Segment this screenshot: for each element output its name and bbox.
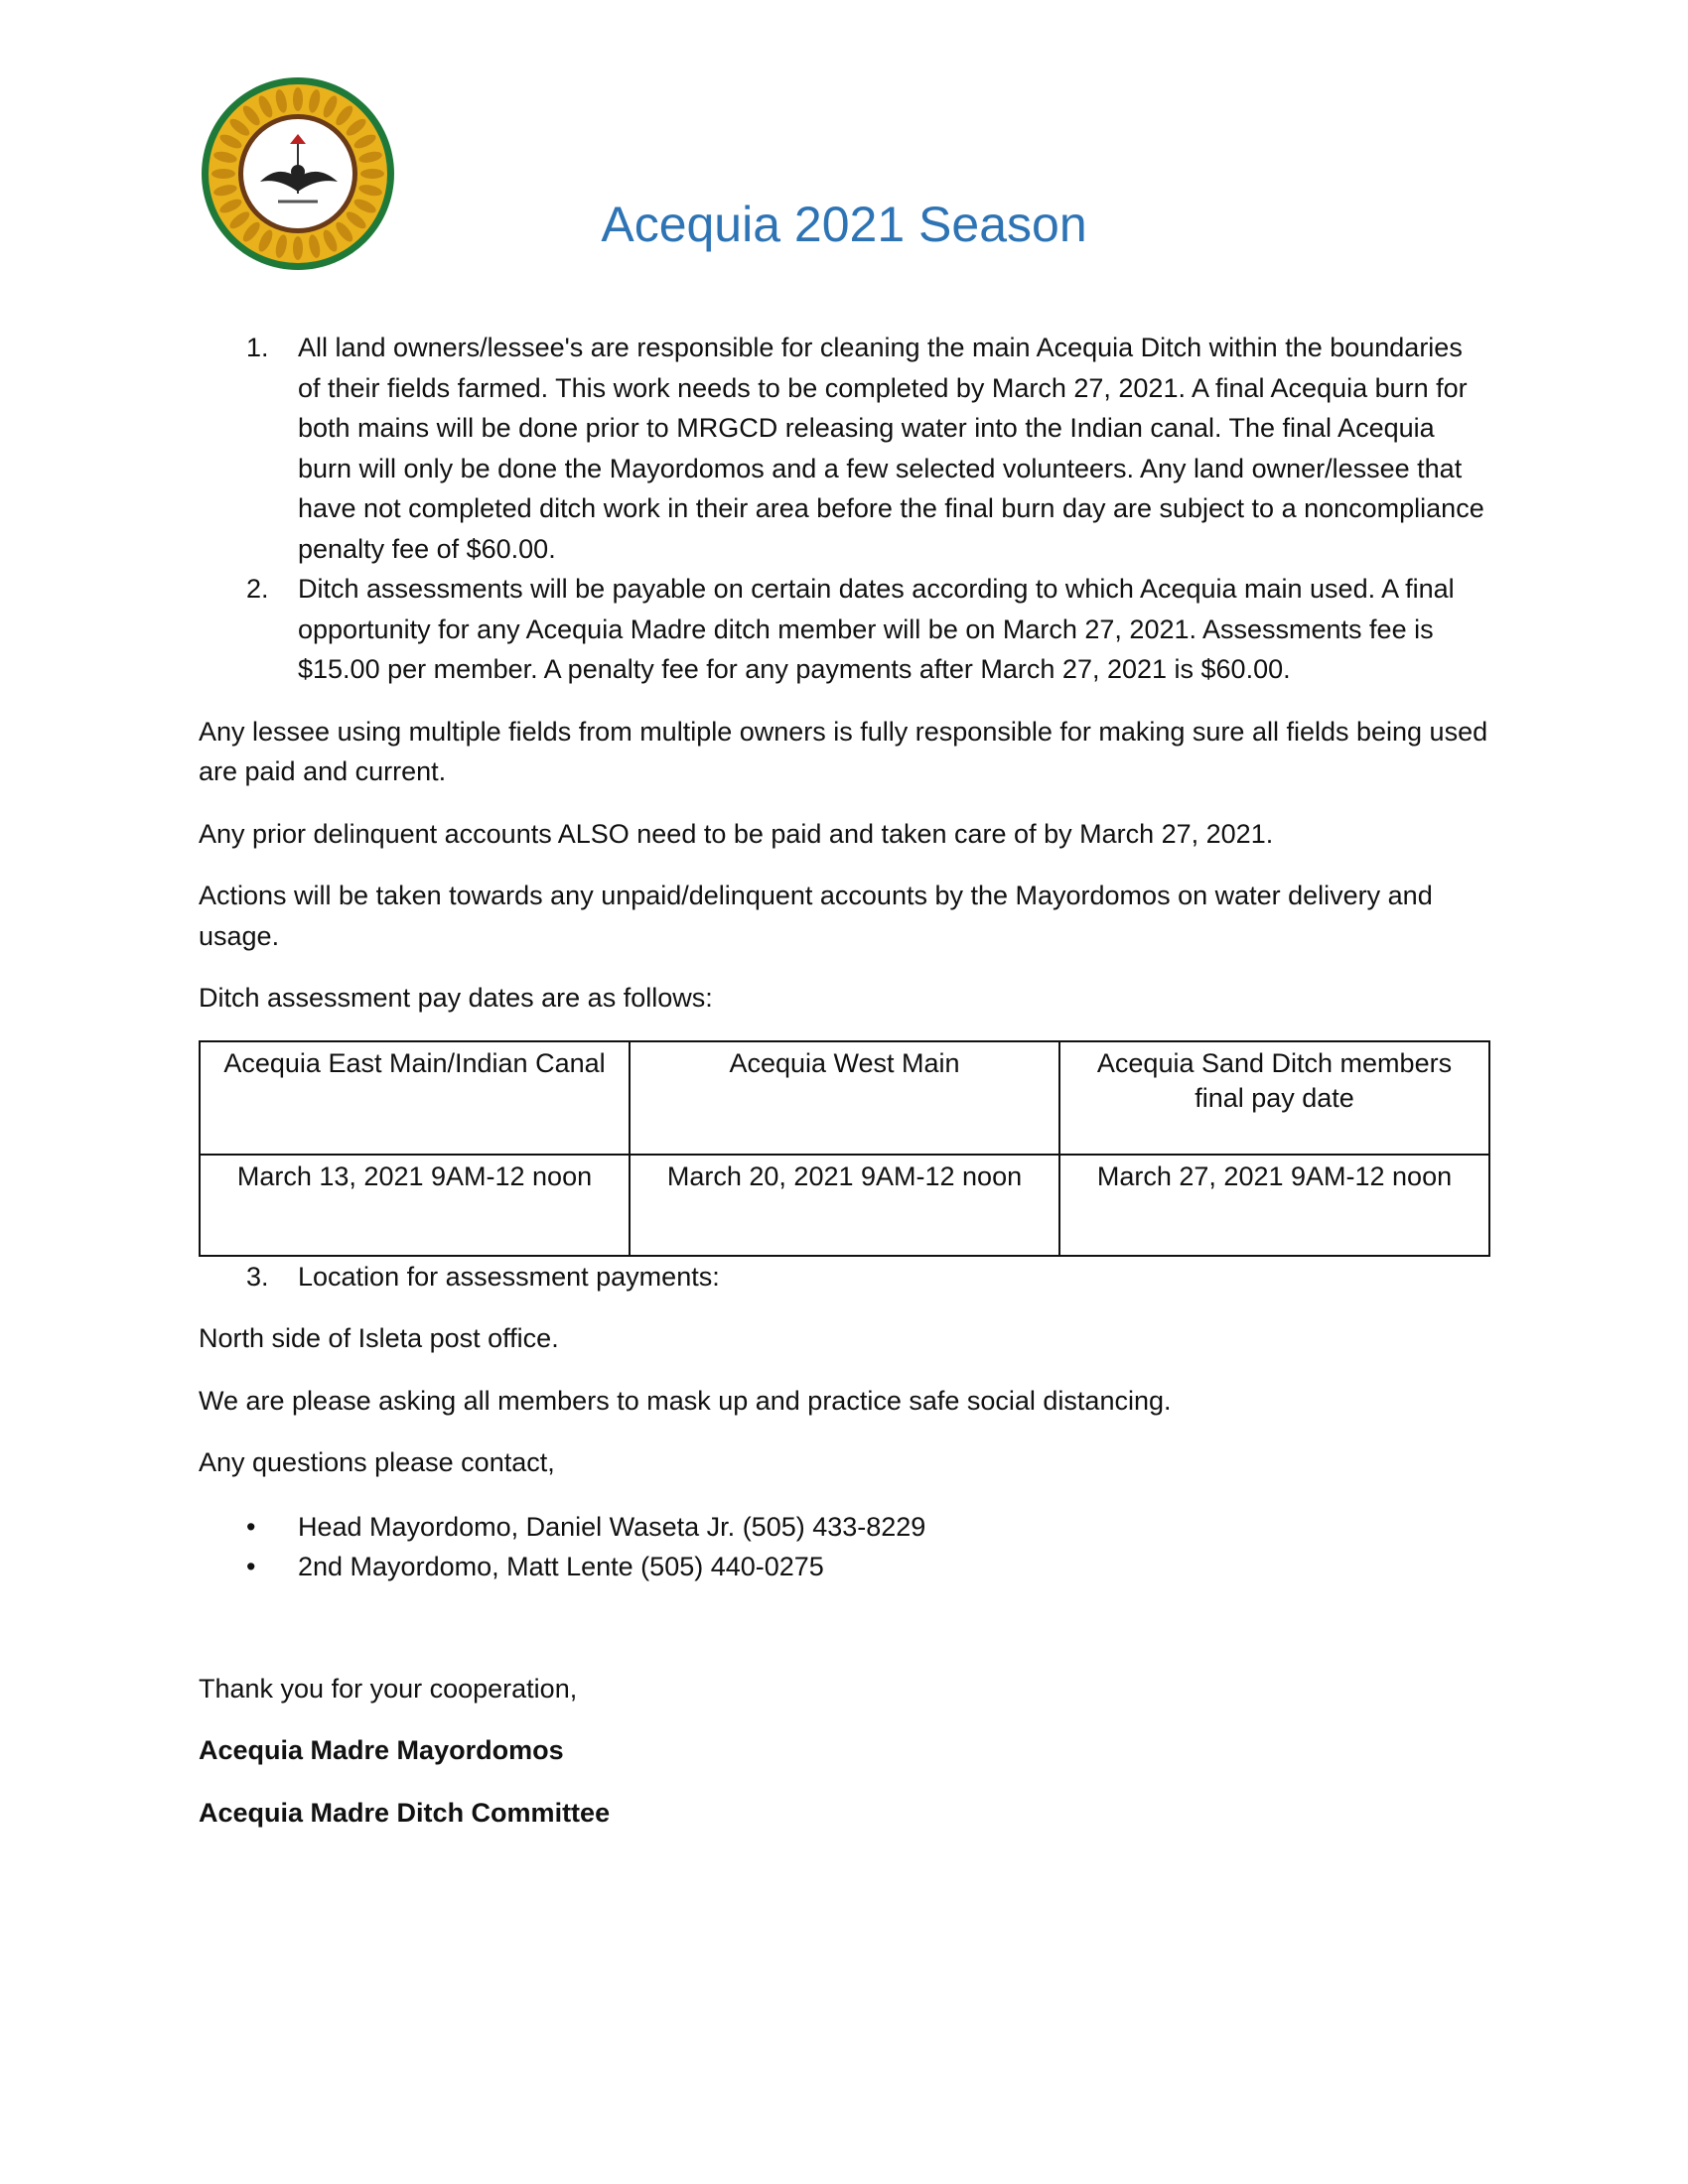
questions-text: Any questions please contact,: [199, 1447, 555, 1477]
table-header-cell: Acequia West Main: [630, 1041, 1059, 1155]
paragraph-paydates-intro: Ditch assessment pay dates are as follows:: [199, 983, 713, 1013]
list-item-text: Location for assessment payments:: [298, 1261, 720, 1292]
list-item: [199, 569, 1489, 690]
pay-dates-table: [199, 1040, 1490, 1257]
contact-item: [199, 1507, 1489, 1548]
table-cell: March 20, 2021 9AM-12 noon: [630, 1155, 1059, 1256]
table-header-cell: Acequia Sand Ditch members final pay date: [1059, 1041, 1489, 1155]
signature-mayordomos: Acequia Madre Mayordomos: [199, 1735, 564, 1765]
table-row: [200, 1155, 1489, 1256]
contact-text: Head Mayordomo, Daniel Waseta Jr. (505) 433-8229: [298, 1511, 926, 1542]
pay-dates-table-wrap: [199, 1040, 1489, 1257]
paragraph-actions: Actions will be taken towards any unpaid/delinquent accounts by the Mayordomos on water delivery and usage.: [199, 881, 1433, 951]
location-text: North side of Isleta post office.: [199, 1323, 559, 1353]
signature-committee: Acequia Madre Ditch Committee: [199, 1797, 611, 1828]
list-item: [199, 1257, 1489, 1297]
closing-text: Thank you for your cooperation,: [199, 1673, 578, 1704]
seal-petal: [293, 87, 303, 111]
bullet-icon: •: [246, 1511, 256, 1542]
list-number: 3.: [246, 1261, 269, 1292]
list-item: [199, 328, 1489, 569]
mask-note: We are please asking all members to mask up and practice safe social distancing.: [199, 1385, 1172, 1416]
table-header-cell: Acequia East Main/Indian Canal: [200, 1041, 630, 1155]
contact-text: 2nd Mayordomo, Matt Lente (505) 440-0275: [298, 1552, 824, 1581]
table-cell: March 27, 2021 9AM-12 noon: [1059, 1155, 1489, 1256]
bullet-icon: •: [246, 1552, 256, 1581]
list-item-text: Ditch assessments will be payable on certain dates according to which Acequia main used. A final opportunity for any Acequia Madre ditch member will be on March 27, 2021. Assessments fee is $15.00 per member. A penalty fee for any payments after March 27, 2021 is $60.00.: [298, 574, 1455, 684]
page-title: [0, 195, 1688, 254]
list-number: 1.: [246, 333, 269, 362]
contact-list: [199, 1507, 1489, 1587]
seal-petal: [211, 169, 235, 179]
list-number: 2.: [246, 574, 269, 604]
seal-petal: [360, 169, 384, 179]
table-header-row: [200, 1041, 1489, 1155]
paragraph-delinquent: Any prior delinquent accounts ALSO need to be paid and taken care of by March 27, 2021.: [199, 818, 1274, 849]
paragraph-lessee: Any lessee using multiple fields from multiple owners is fully responsible for making sure all fields being used are paid and current.: [199, 716, 1488, 786]
list-item-text: All land owners/lessee's are responsible for cleaning the main Acequia Ditch within the boundaries of their fields farmed. This work needs to be completed by March 27, 2021. A final Acequia burn for both mains will be done prior to MRGCD releasing water into the Indian canal. The final Acequia burn will only be done the Mayordomos and a few selected volunteers. Any land owner/lessee that have not completed ditch work in their area before the final burn day are subject to a noncompliance penalty fee of $60.00.: [298, 333, 1484, 564]
table-cell: March 13, 2021 9AM-12 noon: [200, 1155, 630, 1256]
contact-item: [199, 1547, 1489, 1587]
numbered-list: [199, 328, 1489, 690]
document-body: [199, 328, 1489, 1833]
numbered-list-continued: [199, 1257, 1489, 1297]
page-title-text: Acequia 2021 Season: [601, 197, 1087, 252]
